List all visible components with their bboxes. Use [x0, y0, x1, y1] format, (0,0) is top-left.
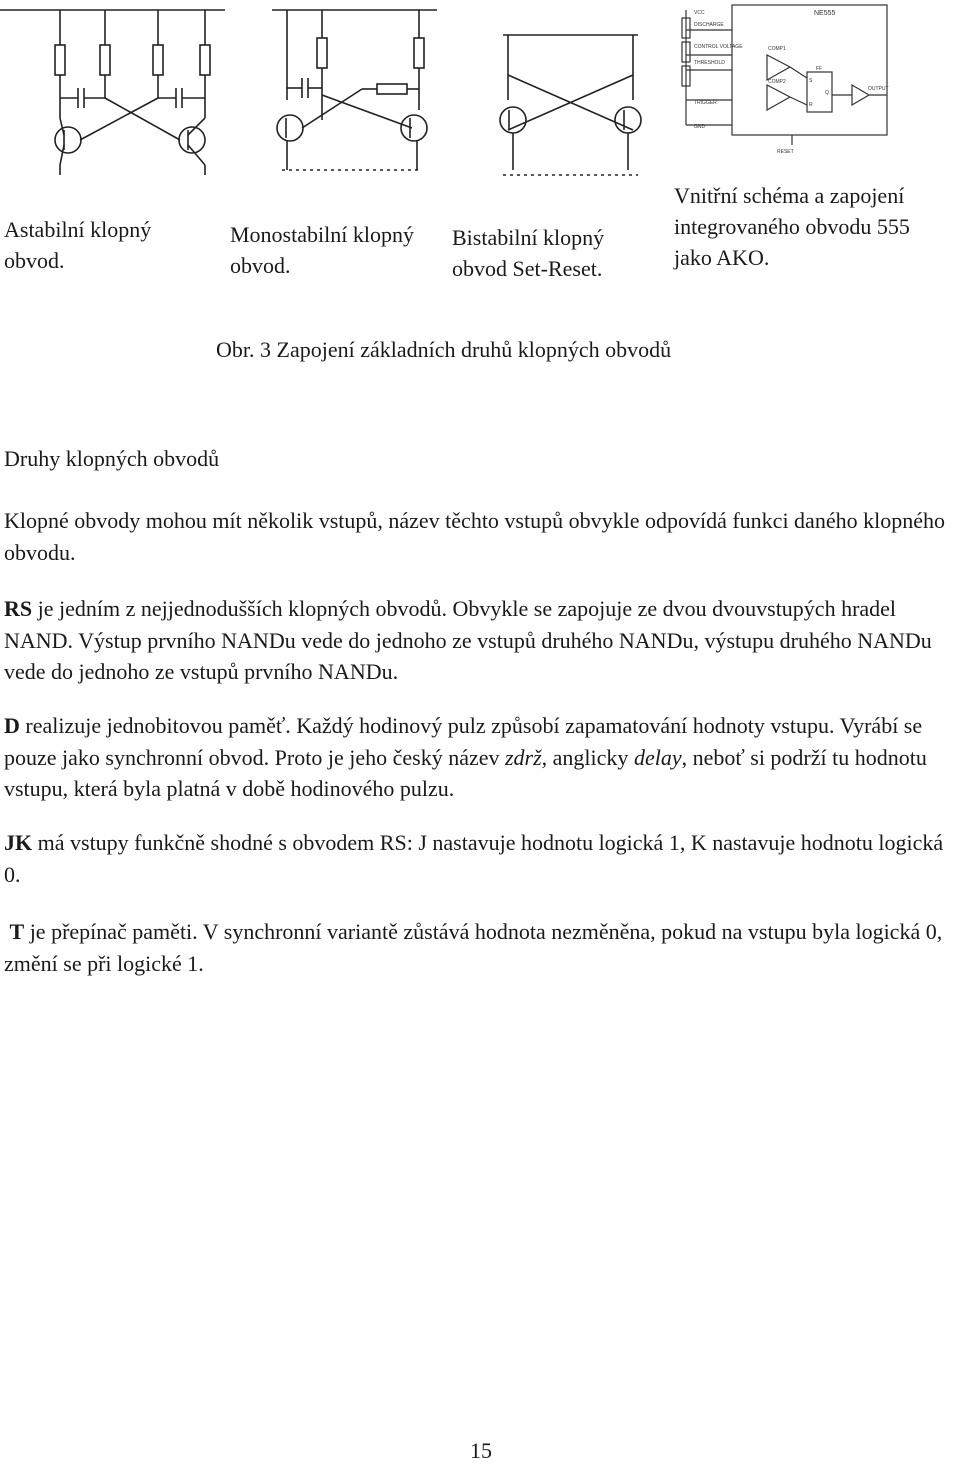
page-number: 15	[470, 1438, 492, 1463]
ff-s: S	[809, 78, 813, 84]
paragraph-rs: RS je jedním z nejjednodušších klopných obvodů. Obvykle se zapojuje ze dvou dvouvstupých hradel NAND. Výstup prvního NANDu vede do jednoho ze vstupů druhého NANDu, výstupu druhého NANDu vede do jednoho ze vstupů prvního NANDu.	[4, 596, 932, 684]
bistable-circuit-diagram	[488, 0, 658, 190]
figure-caption: Obr. 3 Zapojení základních druhů klopných obvodů	[216, 337, 672, 362]
monostable-circuit-diagram	[262, 0, 442, 190]
chip-label: NE555	[814, 10, 836, 17]
pin-trigger: TRIGGER	[694, 100, 717, 106]
output-label: OUTPUT	[868, 86, 889, 92]
paragraph-d: D realizuje jednobitovou paměť. Každý hodinový pulz způsobí zapamatování hodnoty vstupu. Vyrábí se pouze jako synchronní obvod. Proto je jeho český název zdrž, anglicky delay, neboť si podrží tu hodnotu vstupu, která byla platná v době hodinového pulzu.	[4, 713, 927, 801]
figure-caption-astable: Astabilní klopný obvod.	[4, 217, 152, 273]
figure-caption-bistable: Bistabilní klopný obvod Set-Reset.	[452, 225, 605, 281]
ff-q: Q	[825, 90, 829, 96]
figure-caption-555: Vnitřní schéma a zapojení integrovaného obvodu 555 jako AKO.	[674, 183, 910, 270]
reset-label: RESET	[777, 149, 794, 155]
paragraph-t: T je přepínač paměti. V synchronní variantě zůstává hodnota nezměněna, pokud na vstupu byla logická 0, změní se při logické 1.	[4, 919, 943, 976]
ff-label: FF	[816, 66, 823, 72]
term-rs: RS	[4, 596, 33, 621]
pin-gnd: GND	[694, 124, 706, 130]
comp1-label: COMP1	[768, 46, 786, 52]
paragraph-intro: Klopné obvody mohou mít několik vstupů, název těchto vstupů obvykle odpovídá funkci daného klopného obvodu.	[4, 508, 945, 565]
term-t: T	[9, 919, 25, 944]
term-d: D	[4, 713, 20, 738]
astable-circuit-diagram	[0, 0, 225, 190]
pin-discharge: DISCHARGE	[694, 22, 724, 28]
figure-caption-monostable: Monostabilní klopný obvod.	[230, 222, 414, 278]
ff-r: R	[809, 102, 813, 108]
ic-555-diagram	[672, 0, 892, 160]
paragraph-jk: JK má vstupy funkčně shodné s obvodem RS: J nastavuje hodnotu logická 1, K nastavuje hodnotu logická 0.	[4, 830, 944, 887]
section-heading: Druhy klopných obvodů	[4, 446, 220, 471]
comp2-label: COMP2	[768, 79, 786, 85]
pin-vcc: VCC	[694, 10, 705, 16]
pin-threshold: THRESHOLD	[694, 60, 725, 66]
term-jk: JK	[4, 830, 33, 855]
pin-control: CONTROL VOLTAGE	[694, 44, 743, 50]
